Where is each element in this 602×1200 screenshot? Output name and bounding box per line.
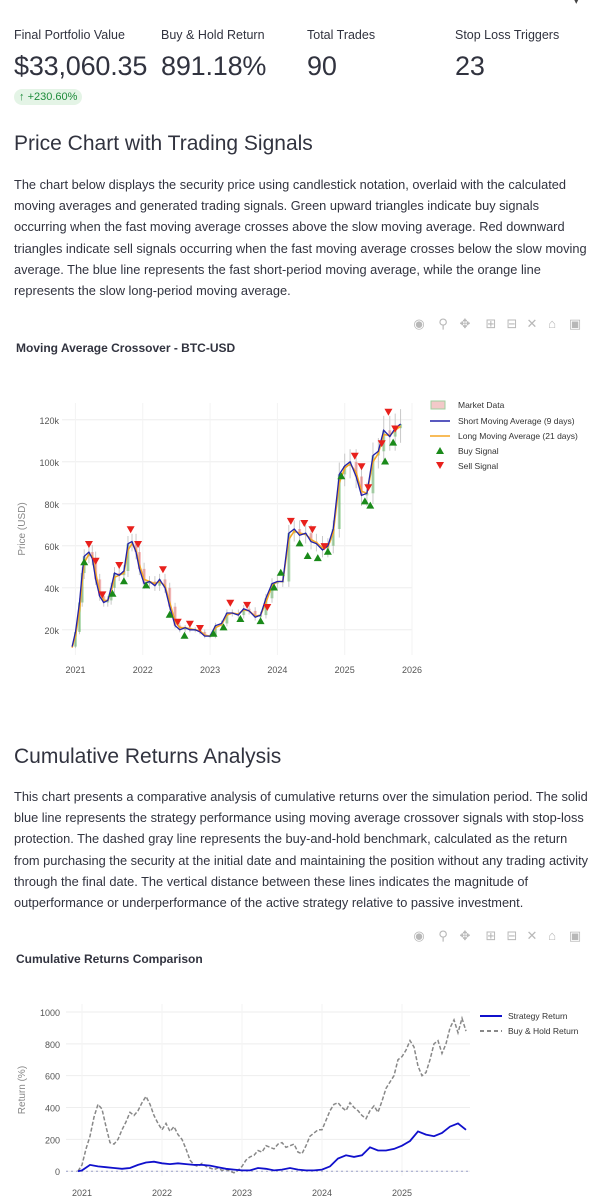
fullscreen-icon[interactable]: ▣ [568,316,582,331]
zoom-icon[interactable]: ⚲ [438,316,448,331]
legend-label: Market Data [458,400,505,410]
metric-value: 90 [307,51,337,81]
zoom-in-icon[interactable]: ⊞ [485,316,497,331]
sell-signal-marker [308,526,316,533]
x-tick-label: 2023 [200,665,221,675]
zoom-icon[interactable]: ⚲ [438,928,448,943]
metric-stop-loss-triggers [455,28,559,82]
buy-signal-marker [296,539,304,546]
buy-signal-marker [361,497,369,504]
zoom-out-icon[interactable]: ⊟ [506,928,518,943]
y-tick-label: 200 [44,1135,60,1146]
sell-signal-marker [364,484,372,491]
legend-swatch-market [431,401,445,409]
buy-signal-marker [120,577,128,584]
y-tick-label: 80k [44,499,59,510]
sell-signal-marker [358,463,366,470]
metric-label: Buy & Hold Return [161,28,265,42]
camera-icon[interactable]: ◉ [413,316,425,331]
y-tick-label: 60k [44,541,59,552]
arrow-up-icon: ↑ [19,91,25,103]
price-chart[interactable] [0,355,602,725]
autoscale-icon[interactable]: ✕ [526,928,538,943]
x-tick-label: 2022 [132,665,153,675]
legend-swatch-buy [436,447,444,454]
y-tick-label: 800 [44,1039,60,1050]
x-tick-label: 2021 [71,1188,93,1198]
sell-signal-marker [300,520,308,527]
section-paragraph-cumulative-returns: This chart presents a comparative analysis of cumulative returns over the simulation period. The solid blue line represents the strategy performance using moving average crossover signals with stop-loss protection. The dashed gray line represents the buy-and-hold benchmark, calculated as the return from purchasing the security at the initial date and maintaining the position without any trading activity through the final date. The vertical distance between these lines indicates the magnitude of outperformance or underperformance of the active strategy relative to passive investment. [14,789,589,911]
legend-swatch-sell [436,462,444,469]
x-tick-label: 2026 [401,665,423,675]
metric-label: Total Trades [307,28,376,42]
price-chart-title: Moving Average Crossover - BTC-USD [16,341,236,355]
buy-signal-marker [181,632,189,639]
buy-signal-marker [381,458,389,465]
legend-label: Long Moving Average (21 days) [458,431,578,441]
section-heading-price-chart: Price Chart with Trading Signals [14,132,313,155]
buy-signal-marker [304,552,312,559]
chart-toolbar-1 [412,317,587,333]
sell-signal-marker [384,409,392,416]
y-tick-label: 20k [44,625,59,636]
metric-buy-hold-return [161,28,266,82]
y-tick-label: 600 [44,1071,60,1082]
fullscreen-icon[interactable]: ▣ [568,928,582,943]
y-tick-label: 120k [39,415,59,426]
buy-signal-marker [80,558,88,565]
sell-signal-marker [287,518,295,525]
x-tick-label: 2025 [391,1188,413,1198]
y-axis-label: Price (USD) [17,502,28,556]
scroll-caret-icon: ▾ [574,0,579,6]
camera-icon[interactable]: ◉ [413,928,425,943]
pan-icon[interactable]: ✥ [459,928,471,943]
legend-label: Buy Signal [458,446,499,456]
section-paragraph-price-chart: The chart below displays the security price using candlestick notation, overlaid with the calculated moving averages and generated trading signals. Green upward triangles indicate buy signals occurring when the fast moving average crosses above the slow moving average. Red downward triangles indicate sell signals occurring when the fast moving average crosses below the slow moving average. The blue line represents the fast short-period moving average, while the orange line represents the slow long-period moving average. [14,177,587,299]
sell-signal-marker [115,562,123,569]
chart-toolbar-2 [412,929,587,945]
sell-signal-marker [243,602,251,609]
metric-total-trades [307,28,375,82]
returns-chart[interactable] [0,968,602,1200]
buy-signal-marker [389,439,397,446]
zoom-in-icon[interactable]: ⊞ [485,928,497,943]
y-tick-label: 400 [44,1103,60,1114]
home-icon[interactable]: ⌂ [548,316,556,331]
pan-icon[interactable]: ✥ [459,316,471,331]
sell-signal-marker [186,621,194,628]
metric-label: Final Portfolio Value [14,28,125,42]
legend-label: Sell Signal [458,461,499,471]
metric-value: $33,060.35 [14,51,148,81]
sell-signal-marker [159,566,167,573]
x-tick-label: 2024 [311,1188,333,1198]
returns-chart-title: Cumulative Returns Comparison [16,952,203,966]
legend-label: Short Moving Average (9 days) [458,416,575,426]
buy-hold-line [78,1018,466,1173]
sell-signal-marker [127,526,135,533]
autoscale-icon[interactable]: ✕ [526,316,538,331]
metric-delta-value: +230.60% [27,91,78,103]
section-heading-cumulative-returns: Cumulative Returns Analysis [14,745,282,768]
sell-signal-marker [85,541,93,548]
legend-label: Strategy Return [508,1011,568,1021]
x-tick-label: 2021 [65,665,86,675]
buy-signal-marker [257,617,265,624]
x-tick-label: 2025 [334,665,355,675]
y-tick-label: 1000 [39,1007,60,1018]
home-icon[interactable]: ⌂ [548,928,556,943]
y-tick-label: 40k [44,583,59,594]
zoom-out-icon[interactable]: ⊟ [506,316,518,331]
buy-signal-marker [314,554,322,561]
metrics-row [14,28,594,108]
y-tick-label: 100k [39,457,59,468]
metric-delta-badge [14,89,82,105]
metric-label: Stop Loss Triggers [455,28,560,42]
x-tick-label: 2022 [151,1188,173,1198]
x-tick-label: 2024 [267,665,288,675]
y-tick-label: 0 [54,1167,60,1178]
y-axis-label: Return (%) [17,1065,28,1115]
metric-value: 23 [455,51,485,81]
x-tick-label: 2023 [231,1188,253,1198]
metric-final-portfolio-value [14,28,147,105]
buy-signal-marker [236,615,244,622]
metric-value: 891.18% [161,51,267,81]
sell-signal-marker [351,453,359,460]
sell-signal-marker [226,600,234,607]
legend-label: Buy & Hold Return [508,1026,579,1036]
